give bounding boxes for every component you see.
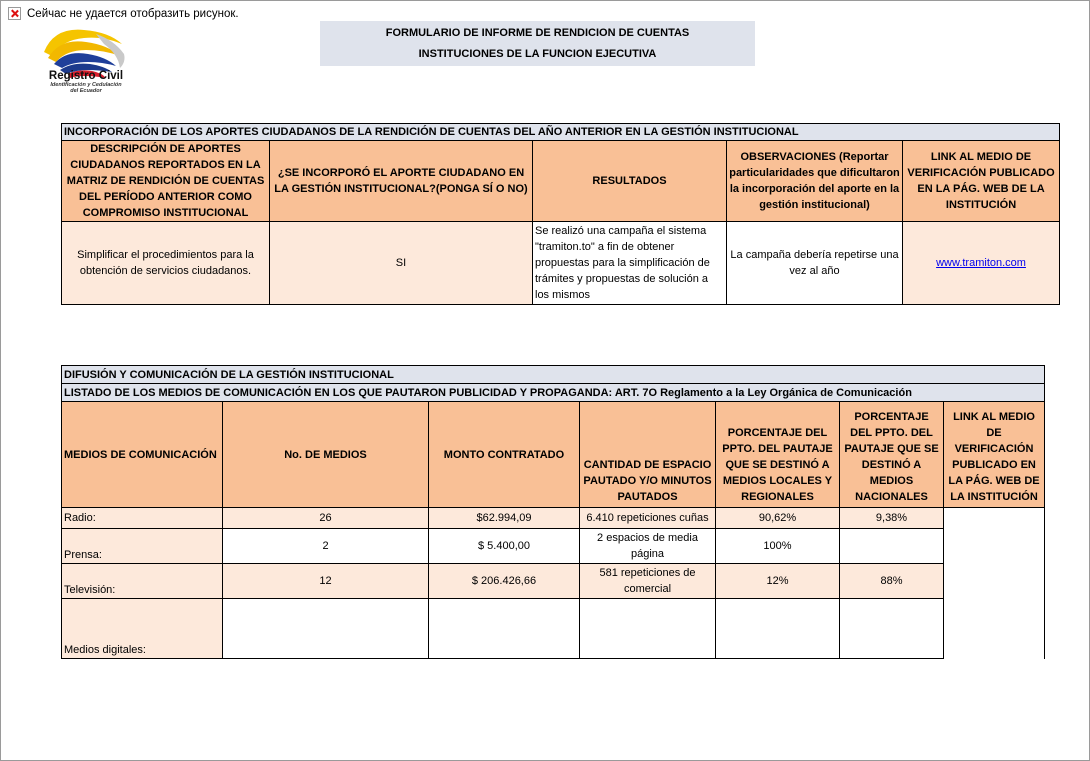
cantidad-radio: 6.410 repeticiones cuñas (580, 508, 716, 529)
aportes-cell-observaciones: La campaña debería repetirse una vez al año (727, 222, 903, 305)
local-prensa: 100% (716, 529, 840, 564)
aportes-cell-incorporo: SI (270, 222, 533, 305)
numero-digitales (223, 599, 429, 659)
aportes-cell-link-container (903, 222, 1060, 305)
aportes-cell-resultados: Se realizó una campaña el sistema "tramiton.to" a fin de obtener propuestas para la simplificación de trámites y propuestas de solución a los mismos (533, 222, 727, 305)
numero-prensa: 2 (223, 529, 429, 564)
cantidad-digitales (580, 599, 716, 659)
monto-digitales (429, 599, 580, 659)
table-row (62, 508, 1045, 529)
monto-prensa: $ 5.400,00 (429, 529, 580, 564)
logo-text (36, 70, 136, 94)
difusion-header-nacional: PORCENTAJE DEL PPTO. DEL PAUTAJE QUE SE DESTINÓ A MEDIOS NACIONALES (840, 402, 944, 508)
medio-digitales: Medios digitales: (62, 599, 223, 659)
logo-subtitle-2: del Ecuador (70, 88, 102, 94)
difusion-header-monto: MONTO CONTRATADO (429, 402, 580, 508)
logo-subtitle-1: Identificación y Cedulación (50, 82, 122, 88)
table-row (62, 599, 1045, 659)
difusion-header-numero: No. DE MEDIOS (223, 402, 429, 508)
local-television: 12% (716, 564, 840, 599)
header-line-1: FORMULARIO DE INFORME DE RENDICION DE CUENTAS (385, 27, 690, 39)
aportes-link[interactable]: www.tramiton.com (936, 257, 1026, 269)
nacional-digitales (840, 599, 944, 659)
monto-radio: $62.994,09 (429, 508, 580, 529)
aportes-table-title: INCORPORACIÓN DE LOS APORTES CIUDADANOS DE LA RENDICIÓN DE CUENTAS DEL AÑO ANTERIOR EN LA GESTIÓN INSTITUCIONAL (62, 124, 1060, 141)
header-line-2: INSTITUCIONES DE LA FUNCION EJECUTIVA (418, 48, 657, 60)
cantidad-television: 581 repeticiones de comercial (580, 564, 716, 599)
numero-television: 12 (223, 564, 429, 599)
difusion-header-medios: MEDIOS DE COMUNICACIÓN (62, 402, 223, 508)
logo-title: Registro Civil (48, 70, 124, 82)
form-header (320, 21, 755, 66)
nacional-prensa (840, 529, 944, 564)
broken-image-icon (8, 7, 21, 20)
aportes-header-link: LINK AL MEDIO DE VERIFICACIÓN PUBLICADO EN LA PÁG. WEB DE LA INSTITUCIÓN (903, 141, 1060, 222)
broken-image-text: Сейчас не удается отобразить рисунок. (27, 7, 239, 20)
difusion-header-cantidad: CANTIDAD DE ESPACIO PAUTADO Y/O MINUTOS PAUTADOS (580, 402, 716, 508)
numero-radio: 26 (223, 508, 429, 529)
nacional-radio: 9,38% (840, 508, 944, 529)
aportes-header-descripcion: DESCRIPCIÓN DE APORTES CIUDADANOS REPORTADOS EN LA MATRIZ DE RENDICIÓN DE CUENTAS DEL PERÍODO ANTERIOR COMO COMPROMISO INSTITUCIONAL (62, 141, 270, 222)
cantidad-prensa: 2 espacios de media página (580, 529, 716, 564)
table-row (62, 529, 1045, 564)
difusion-table (61, 365, 1045, 659)
nacional-television: 88% (840, 564, 944, 599)
local-radio: 90,62% (716, 508, 840, 529)
medio-prensa: Prensa: (62, 529, 223, 564)
aportes-cell-descripcion: Simplificar el procedimientos para la obtención de servicios ciudadanos. (62, 222, 270, 305)
aportes-header-observaciones: OBSERVACIONES (Reportar particularidades que dificultaron la incorporación del aporte en la gestión institucional) (727, 141, 903, 222)
medio-television: Televisión: (62, 564, 223, 599)
aportes-header-resultados: RESULTADOS (533, 141, 727, 222)
medio-radio: Radio: (62, 508, 223, 529)
broken-image-placeholder (8, 7, 239, 20)
aportes-header-incorporo: ¿SE INCORPORÓ EL APORTE CIUDADANO EN LA GESTIÓN INSTITUCIONAL?(PONGA SÍ O NO) (270, 141, 533, 222)
aportes-table (61, 123, 1060, 305)
difusion-table-subtitle: LISTADO DE LOS MEDIOS DE COMUNICACIÓN EN LOS QUE PAUTARON PUBLICIDAD Y PROPAGANDA: ART. 7O Reglamento a la Ley Orgánica de Comunicación (62, 384, 1045, 402)
table-row (62, 564, 1045, 599)
difusion-table-title: DIFUSIÓN Y COMUNICACIÓN DE LA GESTIÓN INSTITUCIONAL (62, 366, 1045, 384)
difusion-header-local: PORCENTAJE DEL PPTO. DEL PAUTAJE QUE SE DESTINÓ A MEDIOS LOCALES Y REGIONALES (716, 402, 840, 508)
difusion-header-link: LINK AL MEDIO DE VERIFICACIÓN PUBLICADO EN LA PÁG. WEB DE LA INSTITUCIÓN (944, 402, 1045, 508)
monto-television: $ 206.426,66 (429, 564, 580, 599)
difusion-link-cell (944, 508, 1045, 659)
local-digitales (716, 599, 840, 659)
